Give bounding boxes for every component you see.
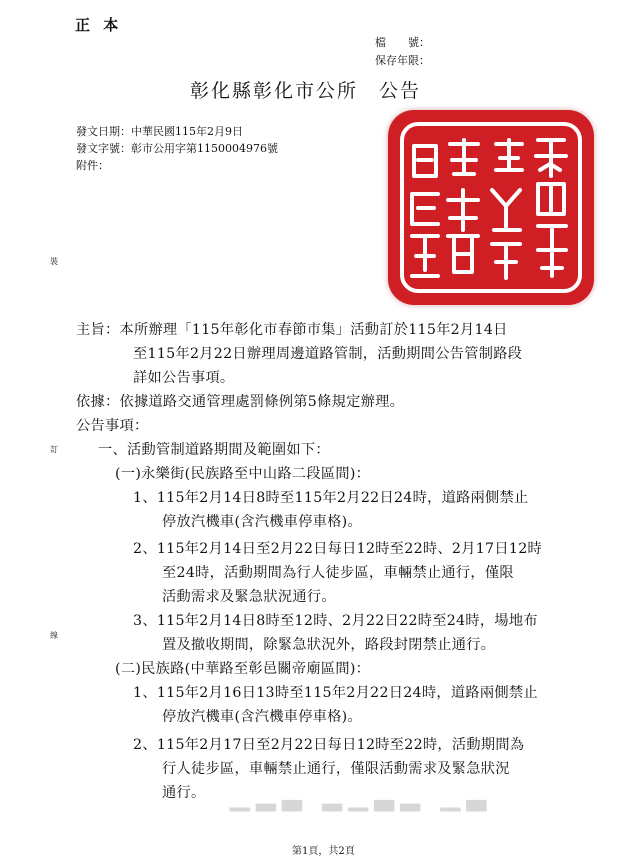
- section-1-heading: 一、活動管制道路期間及範圍如下：: [98, 442, 330, 458]
- subject-line-3: 詳如公告事項。: [133, 370, 235, 386]
- page-number: 第1頁，共2頁: [292, 846, 355, 857]
- item-1-1-line-b: 停放汽機車(含汽機車停車格)。: [162, 514, 363, 530]
- item-2-1-line-b: 停放汽機車(含汽機車停車格)。: [162, 709, 363, 725]
- subject-line-1: 主旨：本所辦理「115年彰化市春節市集」活動訂於115年2月14日: [76, 322, 508, 338]
- subject-line-2: 至115年2月22日辦理周邊道路管制，活動期間公告管制路段: [133, 346, 523, 362]
- subsection-1-heading: (一)永樂街(民族路至中山路二段區間)：: [115, 466, 371, 482]
- item-1-2-line-c: 活動需求及緊急狀況通行。: [162, 589, 336, 605]
- notice-heading: 公告事項：: [76, 418, 149, 434]
- binding-mark-bind: 裝: [50, 257, 58, 266]
- retention-period-label: 保存年限：: [375, 54, 430, 67]
- seal-glyphs-icon: [388, 110, 594, 305]
- official-seal: [388, 110, 594, 305]
- item-2-2-line-b: 行人徒步區，車輛禁止通行，僅限活動需求及緊急狀況: [162, 761, 510, 777]
- original-copy-label: 正 本: [75, 16, 123, 34]
- file-number-label: 檔 號：: [375, 36, 430, 49]
- document-title: 彰化縣彰化市公所 公告: [190, 80, 422, 102]
- binding-mark-line: 線: [50, 631, 58, 640]
- binding-mark-order: 訂: [50, 445, 58, 454]
- item-1-2-line-b: 至24時，活動期間為行人徒步區，車輛禁止通行，僅限: [162, 565, 514, 581]
- item-2-2-line-c: 通行。: [162, 785, 206, 801]
- bleed-through-marks: ▁▂▃ ▂▁▃▂ ▁▃: [230, 782, 493, 812]
- item-2-2-line-a: 2、115年2月17日至2月22日每日12時至22時，活動期間為: [133, 737, 525, 753]
- issue-date: 發文日期：中華民國115年2月9日: [76, 125, 243, 138]
- subsection-2-heading: (二)民族路(中華路至彰邑關帝廟區間)：: [115, 661, 371, 677]
- item-2-1-line-a: 1、115年2月16日13時至115年2月22日24時，道路兩側禁止: [133, 685, 538, 701]
- document-number: 發文字號：彰市公用字第1150004976號: [76, 142, 278, 155]
- item-1-3-line-a: 3、115年2月14日8時至12時、2月22日22時至24時，場地布: [133, 613, 538, 629]
- item-1-1-line-a: 1、115年2月14日8時至115年2月22日24時，道路兩側禁止: [133, 490, 529, 506]
- item-1-3-line-b: 置及撤收期間，除緊急狀況外，路段封閉禁止通行。: [162, 637, 496, 653]
- basis-line: 依據：依據道路交通管理處罰條例第5條規定辦理。: [76, 394, 405, 410]
- attachment-label: 附件：: [76, 159, 109, 172]
- item-1-2-line-a: 2、115年2月14日至2月22日每日12時至22時、2月17日12時: [133, 541, 543, 557]
